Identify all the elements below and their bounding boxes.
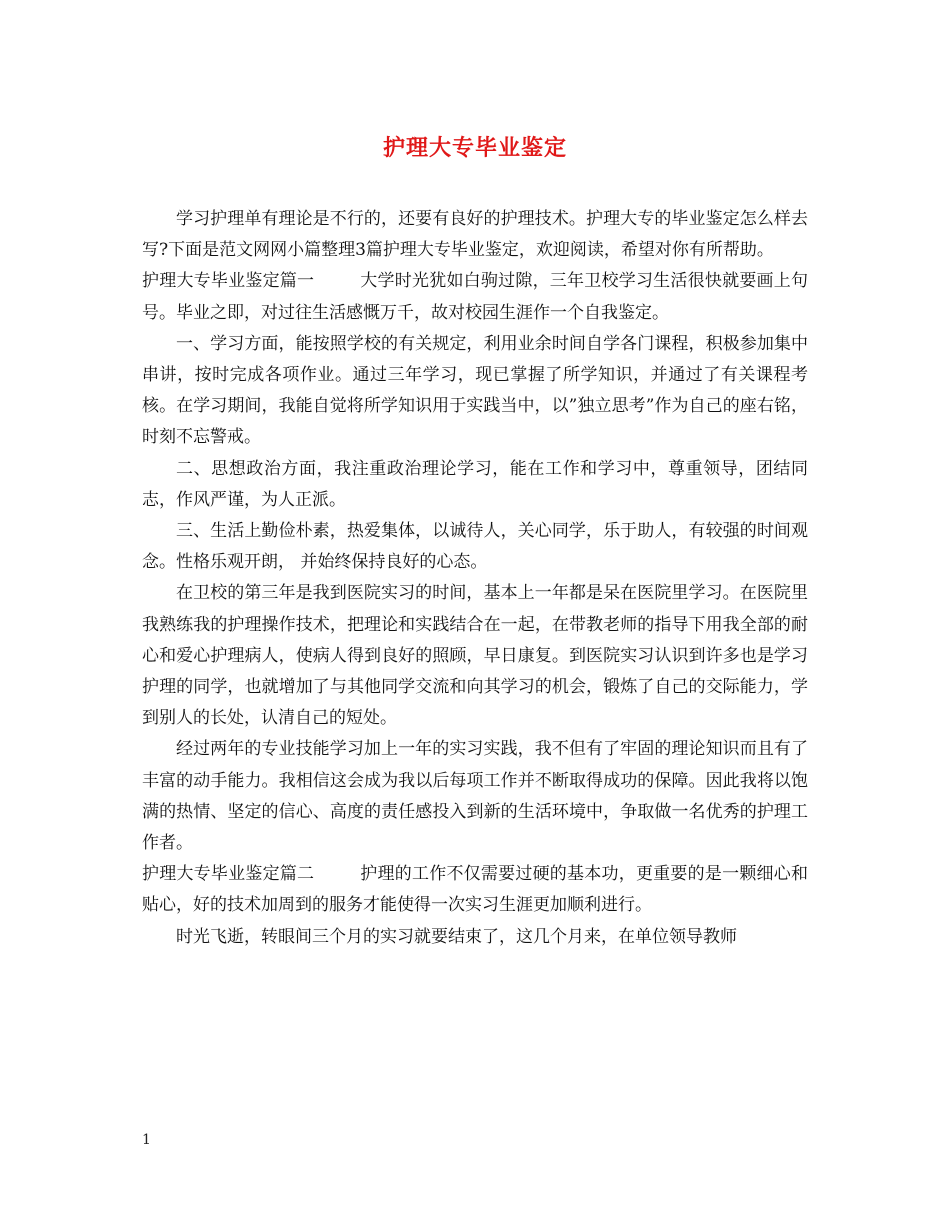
paragraph-text: 大学时光犹如白驹过隙，三年卫校学习生活很快就要画上句号。毕业之即，对过往生活感慨万千，故对校园生涯作一个自我鉴定。 xyxy=(142,271,809,323)
paragraph-study: 一、学习方面，能按照学校的有关规定，利用业余时间自学各门课程，积极参加集中串讲，按时完成各项作业。通过三年学习，现已掌握了所学知识，并通过了有关课程考核。在学习期间，我能自觉将所学知识用于实践当中，以”独立思考”作为自己的座右铭，时刻不忘警戒。 xyxy=(142,333,808,448)
paragraph-life: 三、生活上勤俭朴素，热爱集体，以诚待人，关心同学，乐于助人，有较强的时间观念。性格乐观开朗， 并始终保持良好的心态。 xyxy=(142,521,808,573)
section-heading-one: 护理大专毕业鉴定篇一 xyxy=(142,271,315,292)
paragraph-section-two xyxy=(142,859,808,921)
paragraph-text: 护理的工作不仅需要过硬的基本功，更重要的是一颗细心和贴心，好的技术加周到的服务才能使得一次实习生涯更加顺利进行。 xyxy=(142,864,809,916)
paragraph-summary: 经过两年的专业技能学习加上一年的实习实践，我不但有了牢固的理论知识而且有了丰富的动手能力。我相信这会成为我以后每项工作并不断取得成功的保障。因此我将以饱满的热情、坚定的信心、高度的责任感投入到新的生活环境中，争取做一名优秀的护理工作者。 xyxy=(142,739,808,854)
document-title: 护理大专毕业鉴定 xyxy=(382,135,567,161)
section-heading-two: 护理大专毕业鉴定篇二 xyxy=(142,864,315,885)
paragraph-politics: 二、思想政治方面，我注重政治理论学习，能在工作和学习中，尊重领导，团结同志，作风严谨，为人正派。 xyxy=(142,458,808,510)
paragraph-intro: 学习护理单有理论是不行的，还要有良好的护理技术。护理大专的毕业鉴定怎么样去写?下面是范文网网小篇整理3篇护理大专毕业鉴定，欢迎阅读，希望对你有所帮助。 xyxy=(142,209,808,261)
page-number: 1 xyxy=(142,1132,151,1148)
document-body xyxy=(142,204,808,953)
paragraph-time-flies: 时光飞逝，转眼间三个月的实习就要结束了，这几个月来，在单位领导教师 xyxy=(176,926,737,947)
paragraph-section-one xyxy=(142,266,808,328)
paragraph-internship: 在卫校的第三年是我到医院实习的时间，基本上一年都是呆在医院里学习。在医院里我熟练我的护理操作技术，把理论和实践结合在一起，在带教老师的指导下用我全部的耐心和爱心护理病人，使病人得到良好的照顾，早日康复。到医院实习认识到许多也是学习护理的同学，也就增加了与其他同学交流和向其学习的机会，锻炼了自己的交际能力，学到别人的长处，认清自己的短处。 xyxy=(142,583,808,729)
